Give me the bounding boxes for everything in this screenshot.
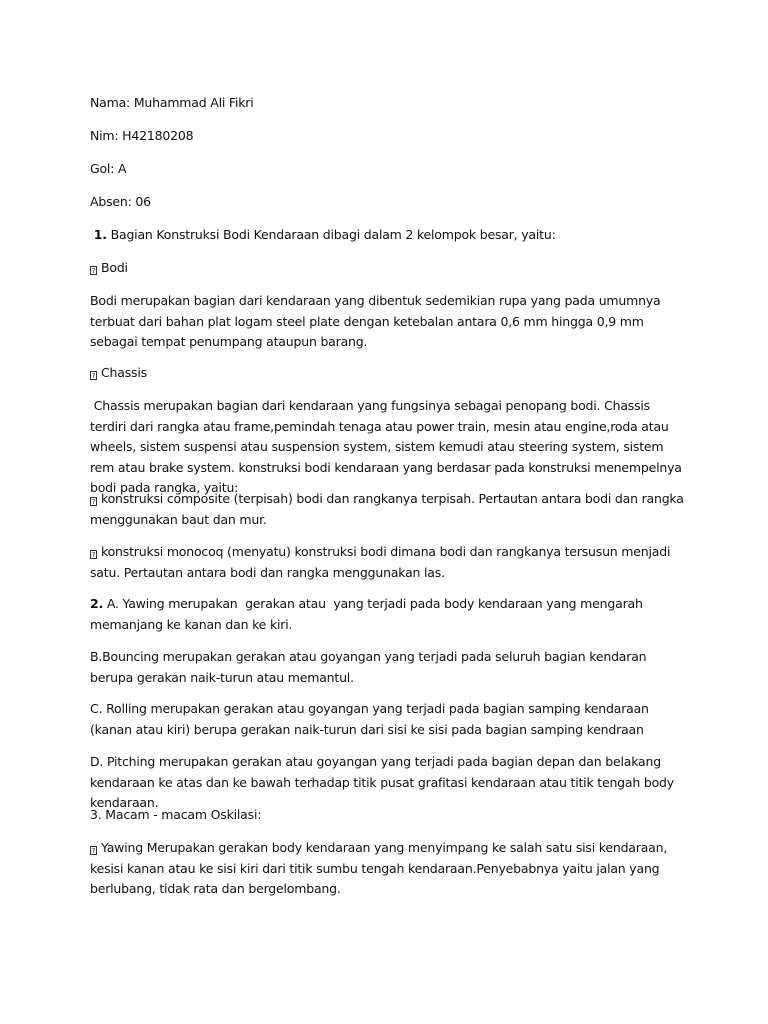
monocoq-text: konstruksi monocoq (menyatu) konstruksi bodi dimana bodi dan rangkanya tersusun menjadi satu. Pertautan antara bodi dan rangka menggunakan las. xyxy=(90,544,671,580)
q2-b: B.Bouncing merupakan gerakan atau goyangan yang terjadi pada seluruh bagian kendaran berupa gerakan naik-turun atau memantul. xyxy=(90,649,647,685)
q3-yawing xyxy=(90,838,685,900)
bodi-paragraph: Bodi merupakan bagian dari kendaraan yang dibentuk sedemikian rupa yang pada umumnya terbuat dari bahan plat logam steel plate dengan ketebalan antara 0,6 mm hingga 0,9 mm sebagai tempat penumpang ataupun barang. xyxy=(90,293,661,349)
chassis-heading xyxy=(90,363,685,384)
gol-line: Gol: A xyxy=(90,161,127,176)
q2-number: 2. xyxy=(90,596,104,611)
q1-title xyxy=(90,225,685,246)
bullet-glyph-icon: ? xyxy=(91,498,96,506)
q1-title-text: Bagian Konstruksi Bodi Kendaraan dibagi dalam 2 kelompok besar, yaitu: xyxy=(110,227,556,242)
bullet-glyph-icon: ? xyxy=(91,267,96,275)
bodi-heading xyxy=(90,258,685,279)
monocoq-item xyxy=(90,542,685,583)
bullet-glyph-icon: ? xyxy=(91,847,96,855)
q2-c: C. Rolling merupakan gerakan atau goyangan yang terjadi pada bagian samping kendaraan (kanan atau kiri) berupa gerakan naik-turun dari sisi ke sisi pada bagian samping kendraan xyxy=(90,701,649,737)
bullet-glyph-icon: ? xyxy=(91,372,96,380)
q1-number: 1. xyxy=(93,227,107,242)
bullet-glyph-icon: ? xyxy=(91,551,96,559)
q3-title: 3. Macam - macam Oskilasi: xyxy=(90,807,262,822)
composite-text: konstruksi composite (terpisah) bodi dan rangkanya terpisah. Pertautan antara bodi dan rangka menggunakan baut dan mur. xyxy=(90,491,684,527)
chassis-paragraph: Chassis merupakan bagian dari kendaraan yang fungsinya sebagai penopang bodi. Chassis terdiri dari rangka atau frame,pemindah tenaga atau power train, mesin atau engine,roda atau wheels, sistem suspensi atau suspension system, sistem kemudi atau steering system, sistem rem atau brake system. konstruksi bodi kendaraan yang berdasar pada konstruksi menempelnya bodi pada rangka, yaitu: xyxy=(90,398,686,495)
name-line: Nama: Muhammad Ali Fikri xyxy=(90,95,254,110)
nim-line: Nim: H42180208 xyxy=(90,128,194,143)
chassis-heading-text: Chassis xyxy=(101,365,147,380)
q2-a xyxy=(90,594,685,635)
q2-a-text: A. Yawing merupakan gerakan atau yang terjadi pada body kendaraan yang mengarah memanjang ke kanan dan ke kiri. xyxy=(90,596,647,632)
q2-d: D. Pitching merupakan gerakan atau goyangan yang terjadi pada bagian depan dan belakang kendaraan ke atas dan ke bawah terhadap titik pusat grafitasi kendaraan atau titik tengah body kendaraan. xyxy=(90,754,674,810)
q3-yawing-text: Yawing Merupakan gerakan body kendaraan yang menyimpang ke salah satu sisi kendaraan, kesisi kanan atau ke sisi kiri dari titik sumbu tengah kendaraan.Penyebabnya yaitu jalan yang berlubang, tidak rata dan bergelombang. xyxy=(90,840,668,896)
bodi-heading-text: Bodi xyxy=(101,260,128,275)
absen-line: Absen: 06 xyxy=(90,194,151,209)
composite-item xyxy=(90,489,685,530)
